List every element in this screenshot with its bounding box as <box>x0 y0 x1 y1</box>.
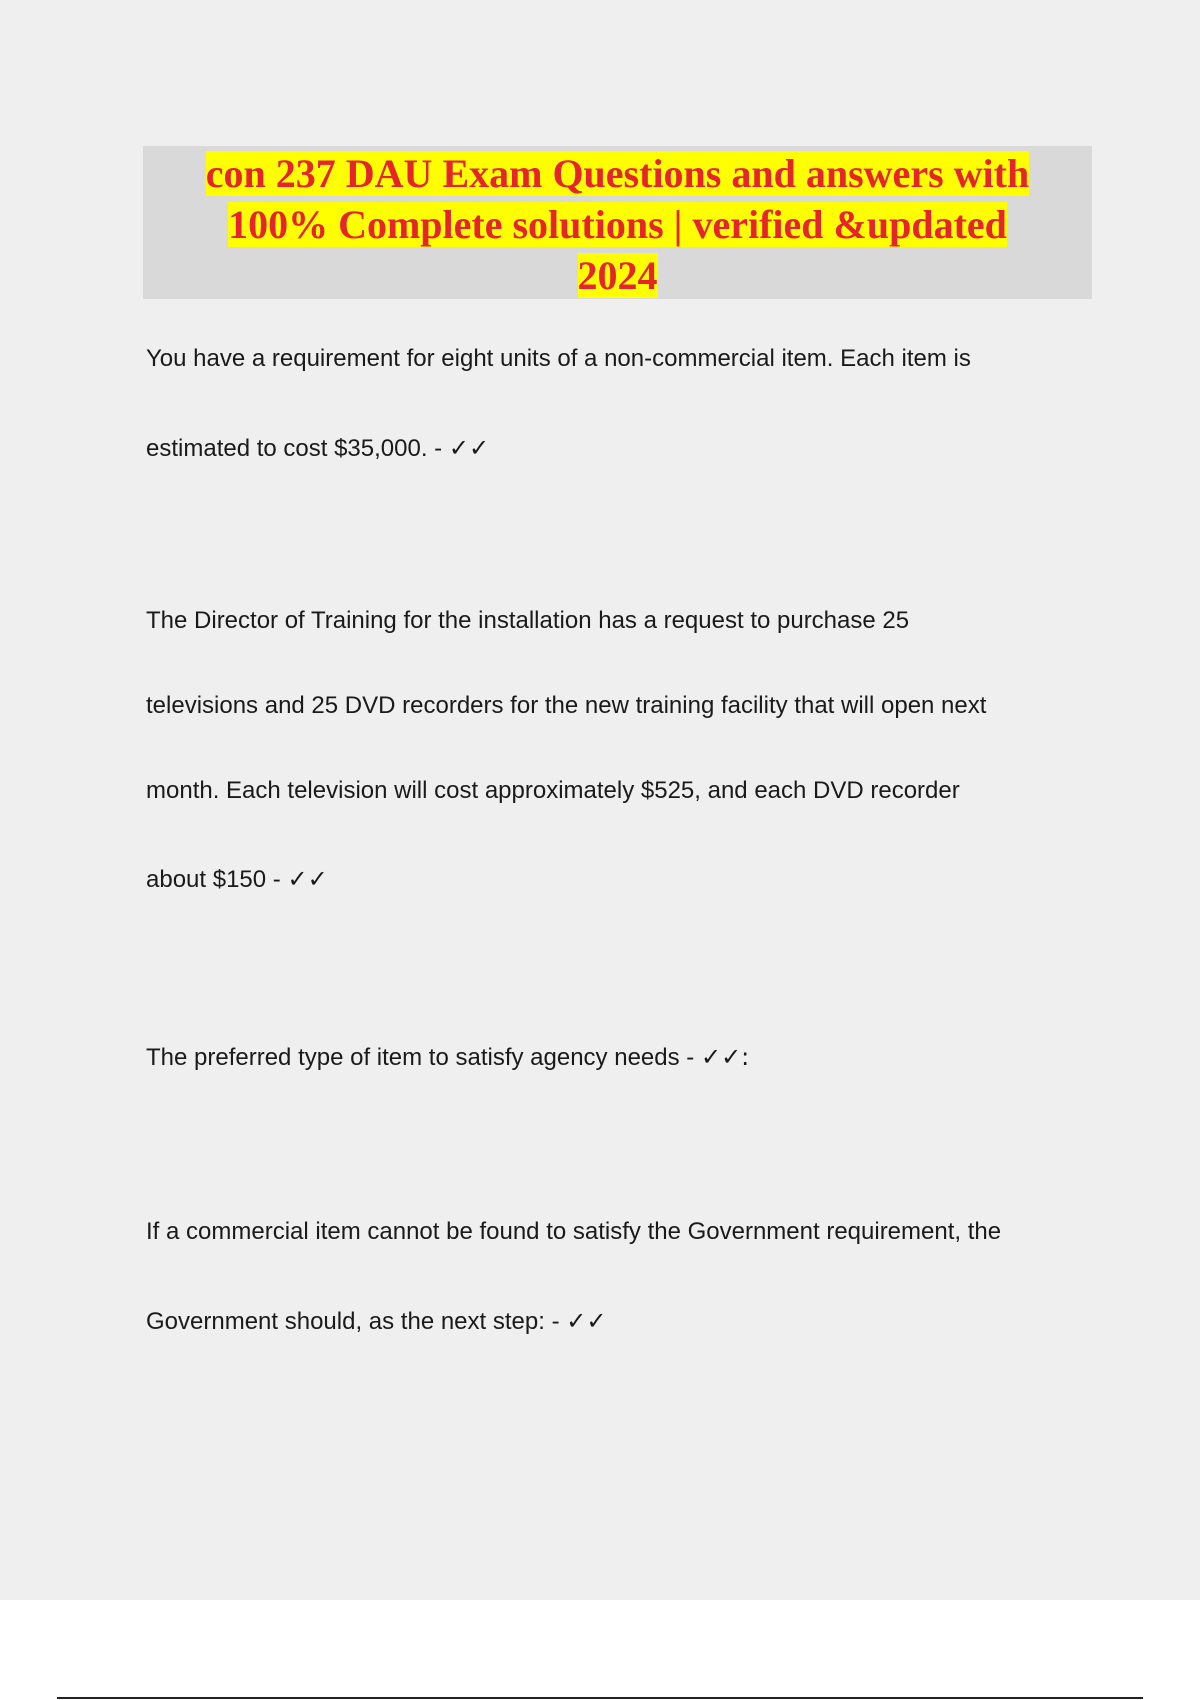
answer-checkmark-icon: ✓✓ <box>448 434 490 462</box>
question-2-line-1: The Director of Training for the installation has a request to purchase 25 <box>146 607 910 634</box>
question-3-line-1 <box>146 1043 749 1072</box>
answer-checkmark-icon: ✓✓: <box>700 1043 750 1071</box>
question-2-line-2: televisions and 25 DVD recorders for the new training facility that will open next <box>146 692 987 719</box>
document-title-line-3: 2024 <box>577 253 658 298</box>
question-2-line-3: month. Each television will cost approximately $525, and each DVD recorder <box>146 777 960 804</box>
question-2-line-4 <box>146 865 328 894</box>
document-title-line-2: 100% Complete solutions | verified &updated <box>228 202 1007 247</box>
question-3-line-1-text: The preferred type of item to satisfy agency needs - <box>146 1044 701 1071</box>
footer-divider <box>57 1697 1143 1699</box>
answer-checkmark-icon: ✓✓ <box>566 1307 607 1335</box>
title-banner <box>143 146 1092 299</box>
answer-checkmark-icon: ✓✓ <box>287 865 328 893</box>
document-title-line-1: con 237 DAU Exam Questions and answers with <box>205 151 1030 196</box>
question-1-line-2-text: estimated to cost $35,000. - <box>146 435 449 462</box>
question-4-line-2 <box>146 1307 606 1336</box>
question-1-line-2 <box>146 434 489 463</box>
question-4-line-1: If a commercial item cannot be found to satisfy the Government requirement, the <box>146 1218 1002 1245</box>
question-2-line-4-text: about $150 - <box>146 866 288 893</box>
question-1-line-1: You have a requirement for eight units of a non-commercial item. Each item is <box>146 345 971 372</box>
question-4-line-2-text: Government should, as the next step: - <box>146 1308 567 1335</box>
